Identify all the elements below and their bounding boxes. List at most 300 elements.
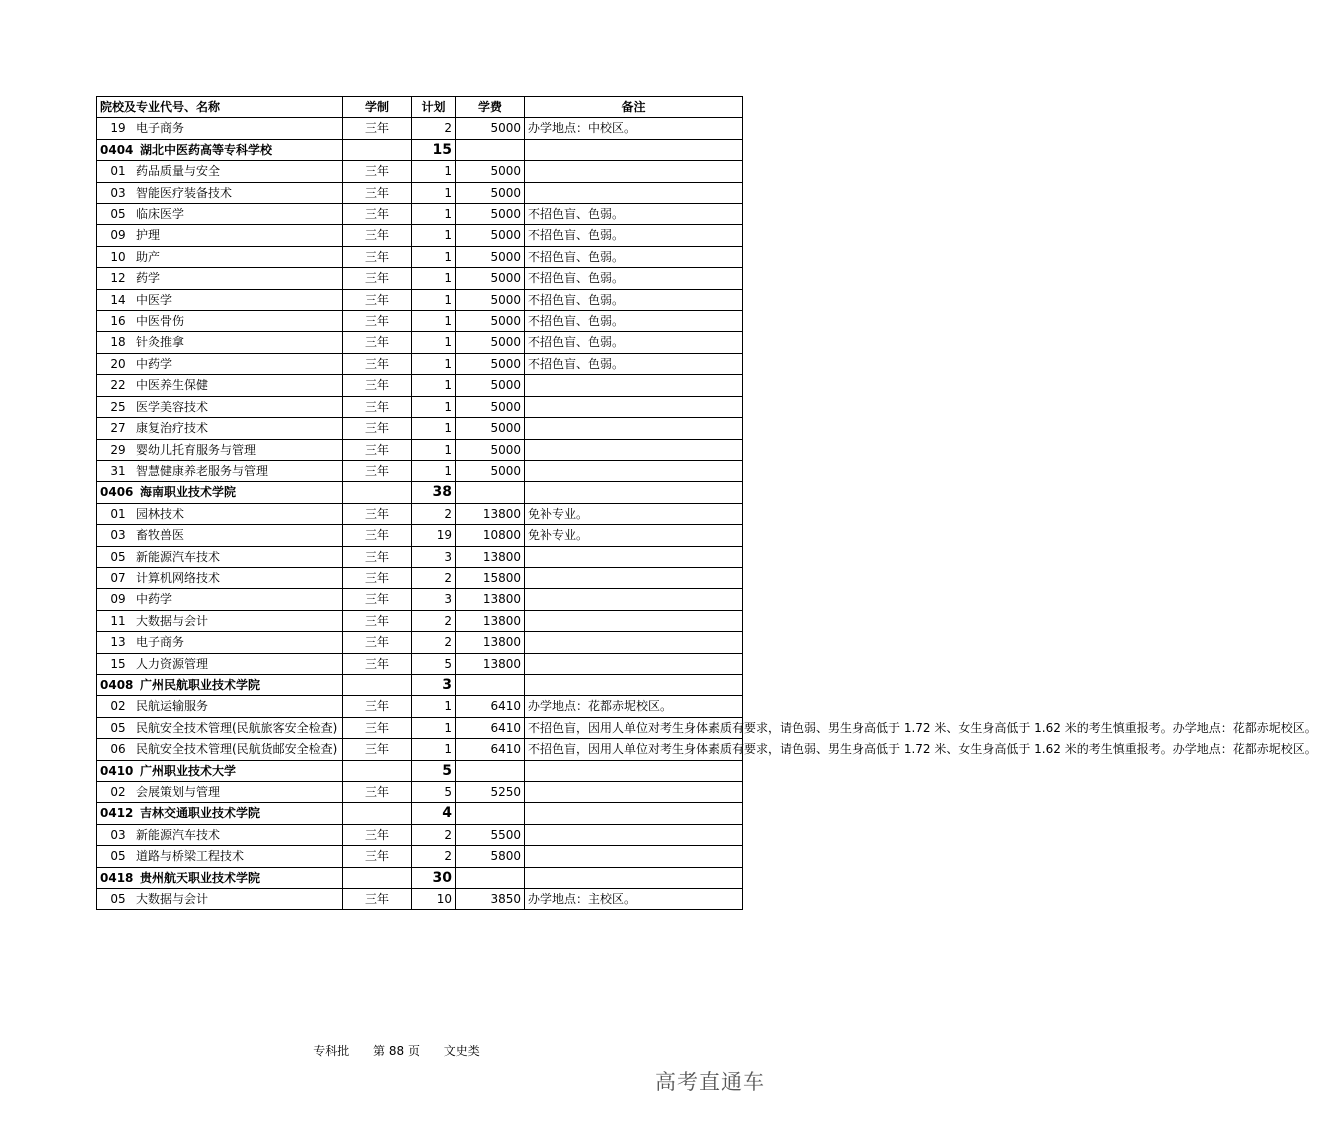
header-note: 备注 [525, 97, 743, 118]
major-code: 02 [110, 699, 126, 714]
plan-cell: 1 [412, 204, 456, 225]
fee-cell: 13800 [456, 589, 525, 610]
school-cell [97, 674, 343, 695]
watermark: 高考直通车 [655, 1070, 765, 1094]
duration-cell: 三年 [343, 782, 412, 803]
fee-cell: 5000 [456, 182, 525, 203]
major-name: 智慧健康养老服务与管理 [136, 463, 269, 478]
duration-cell: 三年 [343, 332, 412, 353]
major-code: 02 [110, 785, 126, 799]
major-name: 中医骨伤 [136, 314, 185, 329]
school-plan-total: 5 [412, 760, 456, 781]
duration-cell: 三年 [343, 268, 412, 289]
major-cell [97, 118, 343, 139]
major-cell [97, 289, 343, 310]
table-row [97, 653, 743, 674]
duration-cell: 三年 [343, 439, 412, 460]
plan-cell: 1 [412, 353, 456, 374]
major-code: 19 [110, 121, 126, 136]
fee-cell: 5500 [456, 824, 525, 845]
fee-cell: 5000 [456, 375, 525, 396]
duration-cell: 三年 [343, 182, 412, 203]
major-cell [97, 503, 343, 524]
school-row [97, 139, 743, 160]
major-name: 护理 [136, 228, 161, 243]
duration-cell: 三年 [343, 739, 412, 760]
major-name: 民航安全技术管理(民航货邮安全检查) [136, 742, 338, 757]
major-cell [97, 375, 343, 396]
plan-cell: 2 [412, 118, 456, 139]
table-row [97, 375, 743, 396]
fee-cell [456, 674, 525, 695]
major-name: 电子商务 [136, 635, 185, 650]
fee-cell: 5000 [456, 225, 525, 246]
major-name: 大数据与会计 [136, 892, 209, 907]
fee-cell: 5000 [456, 161, 525, 182]
plan-cell: 1 [412, 717, 456, 738]
table-row [97, 824, 743, 845]
fee-cell: 5250 [456, 782, 525, 803]
school-code: 0418 [100, 870, 134, 885]
plan-cell: 10 [412, 889, 456, 910]
school-cell [97, 760, 343, 781]
duration-cell: 三年 [343, 546, 412, 567]
plan-cell: 1 [412, 739, 456, 760]
table-row [97, 311, 743, 332]
major-name: 大数据与会计 [136, 613, 209, 628]
note-cell: 不招色盲、色弱。 [525, 289, 743, 310]
school-row [97, 482, 743, 503]
duration-cell: 三年 [343, 289, 412, 310]
major-cell [97, 889, 343, 910]
major-code: 05 [110, 549, 126, 564]
note-cell [525, 674, 743, 695]
major-code: 01 [110, 164, 126, 179]
school-name: 广州民航职业技术学院 [140, 677, 261, 692]
major-cell [97, 739, 343, 760]
note-cell [525, 375, 743, 396]
footer-batch: 专科批 [313, 1044, 350, 1058]
duration-cell: 三年 [343, 225, 412, 246]
table-row [97, 589, 743, 610]
school-code: 0410 [100, 763, 134, 778]
major-code: 29 [110, 442, 126, 457]
table-row [97, 396, 743, 417]
school-plan-total: 15 [412, 139, 456, 160]
major-cell [97, 332, 343, 353]
major-name: 婴幼儿托育服务与管理 [136, 442, 257, 457]
major-code: 12 [110, 271, 126, 286]
major-cell [97, 610, 343, 631]
note-cell: 不招色盲、色弱。 [525, 268, 743, 289]
school-code: 0406 [100, 485, 134, 500]
fee-cell: 5000 [456, 353, 525, 374]
major-cell [97, 546, 343, 567]
fee-cell: 5800 [456, 846, 525, 867]
duration-cell: 三年 [343, 396, 412, 417]
table-row [97, 118, 743, 139]
fee-cell [456, 139, 525, 160]
plan-cell: 1 [412, 246, 456, 267]
duration-cell: 三年 [343, 503, 412, 524]
header-plan: 计划 [412, 97, 456, 118]
fee-cell: 3850 [456, 889, 525, 910]
major-cell [97, 246, 343, 267]
major-cell [97, 632, 343, 653]
plan-cell: 1 [412, 418, 456, 439]
school-row [97, 867, 743, 888]
header-duration: 学制 [343, 97, 412, 118]
plan-cell: 5 [412, 653, 456, 674]
note-cell: 不招色盲，因用人单位对考生身体素质有要求，请色弱、男生身高低于 1.72 米、女生身高低于 1.62 米的考生慎重报考。办学地点：花都赤坭校区。 [525, 739, 743, 760]
plan-cell: 2 [412, 824, 456, 845]
major-code: 03 [110, 528, 126, 543]
duration-cell: 三年 [343, 696, 412, 717]
school-code: 0408 [100, 677, 134, 692]
fee-cell: 10800 [456, 525, 525, 546]
major-code: 22 [110, 378, 126, 393]
plan-cell: 2 [412, 632, 456, 653]
major-code: 10 [110, 249, 126, 264]
plan-cell: 1 [412, 182, 456, 203]
major-cell [97, 589, 343, 610]
plan-cell: 1 [412, 396, 456, 417]
major-code: 16 [110, 314, 126, 329]
fee-cell: 5000 [456, 311, 525, 332]
major-name: 药品质量与安全 [136, 164, 221, 179]
table-row [97, 204, 743, 225]
plan-cell: 1 [412, 332, 456, 353]
major-code: 14 [110, 292, 126, 307]
major-code: 31 [110, 463, 126, 478]
footer-category: 文史类 [443, 1044, 480, 1058]
school-cell [97, 867, 343, 888]
duration-cell: 三年 [343, 824, 412, 845]
school-name: 贵州航天职业技术学院 [140, 870, 261, 885]
plan-cell: 3 [412, 589, 456, 610]
major-cell [97, 268, 343, 289]
duration-cell: 三年 [343, 161, 412, 182]
major-name: 临床医学 [136, 207, 185, 222]
plan-cell: 1 [412, 268, 456, 289]
school-cell [97, 482, 343, 503]
fee-cell: 13800 [456, 610, 525, 631]
major-name: 新能源汽车技术 [136, 827, 221, 842]
note-cell: 不招色盲、色弱。 [525, 246, 743, 267]
duration-cell: 三年 [343, 353, 412, 374]
major-name: 助产 [136, 249, 161, 264]
table-row [97, 439, 743, 460]
table-row [97, 846, 743, 867]
major-name: 计算机网络技术 [136, 570, 221, 585]
note-cell [525, 867, 743, 888]
school-plan-total: 4 [412, 803, 456, 824]
table-row [97, 546, 743, 567]
school-plan-total: 30 [412, 867, 456, 888]
major-code: 05 [110, 207, 126, 222]
major-code: 20 [110, 356, 126, 371]
major-code: 06 [110, 742, 126, 757]
major-cell [97, 161, 343, 182]
fee-cell: 5000 [456, 268, 525, 289]
table-row [97, 460, 743, 481]
duration-cell: 三年 [343, 246, 412, 267]
major-cell [97, 567, 343, 588]
table-row [97, 632, 743, 653]
note-cell [525, 610, 743, 631]
table-row [97, 782, 743, 803]
major-cell [97, 439, 343, 460]
school-cell [97, 803, 343, 824]
duration-cell: 三年 [343, 610, 412, 631]
footer-page-number: 第 88 页 [373, 1044, 420, 1058]
plan-cell: 19 [412, 525, 456, 546]
fee-cell [456, 803, 525, 824]
school-plan-total: 38 [412, 482, 456, 503]
major-cell [97, 696, 343, 717]
major-code: 05 [110, 892, 126, 907]
duration-cell: 三年 [343, 525, 412, 546]
school-code: 0404 [100, 142, 134, 157]
plan-cell: 2 [412, 610, 456, 631]
table-row [97, 739, 743, 760]
major-code: 05 [110, 720, 126, 735]
table-row [97, 567, 743, 588]
major-code: 18 [110, 335, 126, 350]
note-cell: 不招色盲、色弱。 [525, 204, 743, 225]
table-row [97, 268, 743, 289]
major-name: 药学 [136, 271, 161, 286]
table-row [97, 225, 743, 246]
note-cell: 不招色盲、色弱。 [525, 311, 743, 332]
major-cell [97, 225, 343, 246]
table-row [97, 289, 743, 310]
fee-cell [456, 867, 525, 888]
duration-cell: 三年 [343, 204, 412, 225]
note-cell: 不招色盲，因用人单位对考生身体素质有要求，请色弱、男生身高低于 1.72 米、女生身高低于 1.62 米的考生慎重报考。办学地点：花都赤坭校区。 [525, 717, 743, 738]
table-row [97, 246, 743, 267]
plan-cell: 5 [412, 782, 456, 803]
school-row [97, 674, 743, 695]
table-header [97, 97, 743, 118]
school-code: 0412 [100, 806, 134, 821]
fee-cell: 5000 [456, 332, 525, 353]
school-row [97, 803, 743, 824]
major-cell [97, 311, 343, 332]
note-cell: 办学地点：花都赤坭校区。 [525, 696, 743, 717]
major-name: 道路与桥梁工程技术 [136, 849, 245, 864]
duration-cell: 三年 [343, 375, 412, 396]
note-cell [525, 653, 743, 674]
note-cell [525, 139, 743, 160]
duration-cell: 三年 [343, 889, 412, 910]
major-name: 畜牧兽医 [136, 528, 185, 543]
major-cell [97, 418, 343, 439]
major-cell [97, 396, 343, 417]
note-cell [525, 782, 743, 803]
major-name: 智能医疗装备技术 [136, 185, 233, 200]
major-cell [97, 782, 343, 803]
note-cell [525, 632, 743, 653]
plan-cell: 1 [412, 225, 456, 246]
major-code: 09 [110, 228, 126, 243]
major-code: 25 [110, 399, 126, 414]
major-name: 新能源汽车技术 [136, 549, 221, 564]
major-cell [97, 460, 343, 481]
major-cell [97, 846, 343, 867]
major-name: 针灸推拿 [136, 335, 185, 350]
duration-cell: 三年 [343, 418, 412, 439]
note-cell [525, 846, 743, 867]
note-cell [525, 482, 743, 503]
table-row [97, 182, 743, 203]
page-footer [0, 1042, 793, 1059]
note-cell: 办学地点：中校区。 [525, 118, 743, 139]
fee-cell: 5000 [456, 418, 525, 439]
school-row [97, 760, 743, 781]
note-cell: 不招色盲、色弱。 [525, 332, 743, 353]
fee-cell: 13800 [456, 546, 525, 567]
plan-cell: 1 [412, 696, 456, 717]
note-cell [525, 439, 743, 460]
fee-cell: 13800 [456, 653, 525, 674]
major-code: 13 [110, 635, 126, 650]
table-row [97, 332, 743, 353]
table-row [97, 503, 743, 524]
duration-cell: 三年 [343, 118, 412, 139]
fee-cell [456, 760, 525, 781]
fee-cell: 5000 [456, 439, 525, 460]
note-cell: 不招色盲、色弱。 [525, 353, 743, 374]
major-name: 中药学 [136, 592, 173, 607]
major-cell [97, 824, 343, 845]
header-fee: 学费 [456, 97, 525, 118]
fee-cell: 5000 [456, 396, 525, 417]
table-row [97, 353, 743, 374]
major-name: 人力资源管理 [136, 656, 209, 671]
table-row [97, 525, 743, 546]
duration-cell: 三年 [343, 460, 412, 481]
major-name: 中医学 [136, 292, 173, 307]
duration-cell: 三年 [343, 717, 412, 738]
note-cell: 免补专业。 [525, 525, 743, 546]
school-name: 广州职业技术大学 [140, 763, 237, 778]
plan-cell: 1 [412, 375, 456, 396]
plan-cell: 1 [412, 289, 456, 310]
fee-cell: 5000 [456, 246, 525, 267]
enrollment-table [96, 96, 1317, 910]
duration-cell: 三年 [343, 653, 412, 674]
fee-cell: 6410 [456, 739, 525, 760]
duration-cell: 三年 [343, 846, 412, 867]
fee-cell: 5000 [456, 118, 525, 139]
table-row [97, 418, 743, 439]
note-cell [525, 824, 743, 845]
major-name: 园林技术 [136, 506, 185, 521]
plan-cell: 1 [412, 161, 456, 182]
note-cell [525, 396, 743, 417]
major-cell [97, 204, 343, 225]
note-cell [525, 589, 743, 610]
major-name: 中药学 [136, 356, 173, 371]
table-row [97, 161, 743, 182]
note-cell [525, 567, 743, 588]
note-cell: 免补专业。 [525, 503, 743, 524]
duration-cell [343, 803, 412, 824]
major-code: 01 [110, 506, 126, 521]
fee-cell: 6410 [456, 696, 525, 717]
major-name: 会展策划与管理 [136, 785, 221, 799]
duration-cell: 三年 [343, 311, 412, 332]
fee-cell: 5000 [456, 460, 525, 481]
major-code: 11 [110, 613, 126, 628]
fee-cell: 15800 [456, 567, 525, 588]
major-code: 03 [110, 185, 126, 200]
major-name: 民航运输服务 [136, 699, 209, 714]
note-cell [525, 760, 743, 781]
major-name: 民航安全技术管理(民航旅客安全检查) [136, 720, 338, 735]
header-name: 院校及专业代号、名称 [97, 97, 343, 118]
note-cell [525, 418, 743, 439]
duration-cell [343, 867, 412, 888]
fee-cell: 5000 [456, 204, 525, 225]
duration-cell [343, 674, 412, 695]
major-name: 中医养生保健 [136, 378, 209, 393]
major-code: 27 [110, 421, 126, 436]
major-cell [97, 182, 343, 203]
note-cell: 不招色盲、色弱。 [525, 225, 743, 246]
duration-cell [343, 760, 412, 781]
major-code: 03 [110, 827, 126, 842]
major-cell [97, 653, 343, 674]
plan-cell: 2 [412, 846, 456, 867]
duration-cell: 三年 [343, 589, 412, 610]
table-row [97, 696, 743, 717]
school-name: 湖北中医药高等专科学校 [140, 142, 273, 157]
duration-cell [343, 139, 412, 160]
major-name: 医学美容技术 [136, 399, 209, 414]
note-cell [525, 546, 743, 567]
plan-cell: 1 [412, 439, 456, 460]
major-code: 07 [110, 570, 126, 585]
major-name: 电子商务 [136, 121, 185, 136]
major-code: 05 [110, 849, 126, 864]
fee-cell: 13800 [456, 632, 525, 653]
major-cell [97, 717, 343, 738]
duration-cell: 三年 [343, 632, 412, 653]
fee-cell: 13800 [456, 503, 525, 524]
note-cell [525, 161, 743, 182]
major-cell [97, 525, 343, 546]
note-cell [525, 803, 743, 824]
major-name: 康复治疗技术 [136, 421, 209, 436]
duration-cell: 三年 [343, 567, 412, 588]
plan-cell: 2 [412, 567, 456, 588]
school-name: 海南职业技术学院 [140, 485, 237, 500]
plan-cell: 1 [412, 311, 456, 332]
fee-cell [456, 482, 525, 503]
school-plan-total: 3 [412, 674, 456, 695]
plan-cell: 2 [412, 503, 456, 524]
note-cell: 办学地点：主校区。 [525, 889, 743, 910]
note-cell [525, 182, 743, 203]
table-row [97, 889, 743, 910]
plan-cell: 1 [412, 460, 456, 481]
school-cell [97, 139, 343, 160]
major-code: 15 [110, 656, 126, 671]
duration-cell [343, 482, 412, 503]
major-cell [97, 353, 343, 374]
